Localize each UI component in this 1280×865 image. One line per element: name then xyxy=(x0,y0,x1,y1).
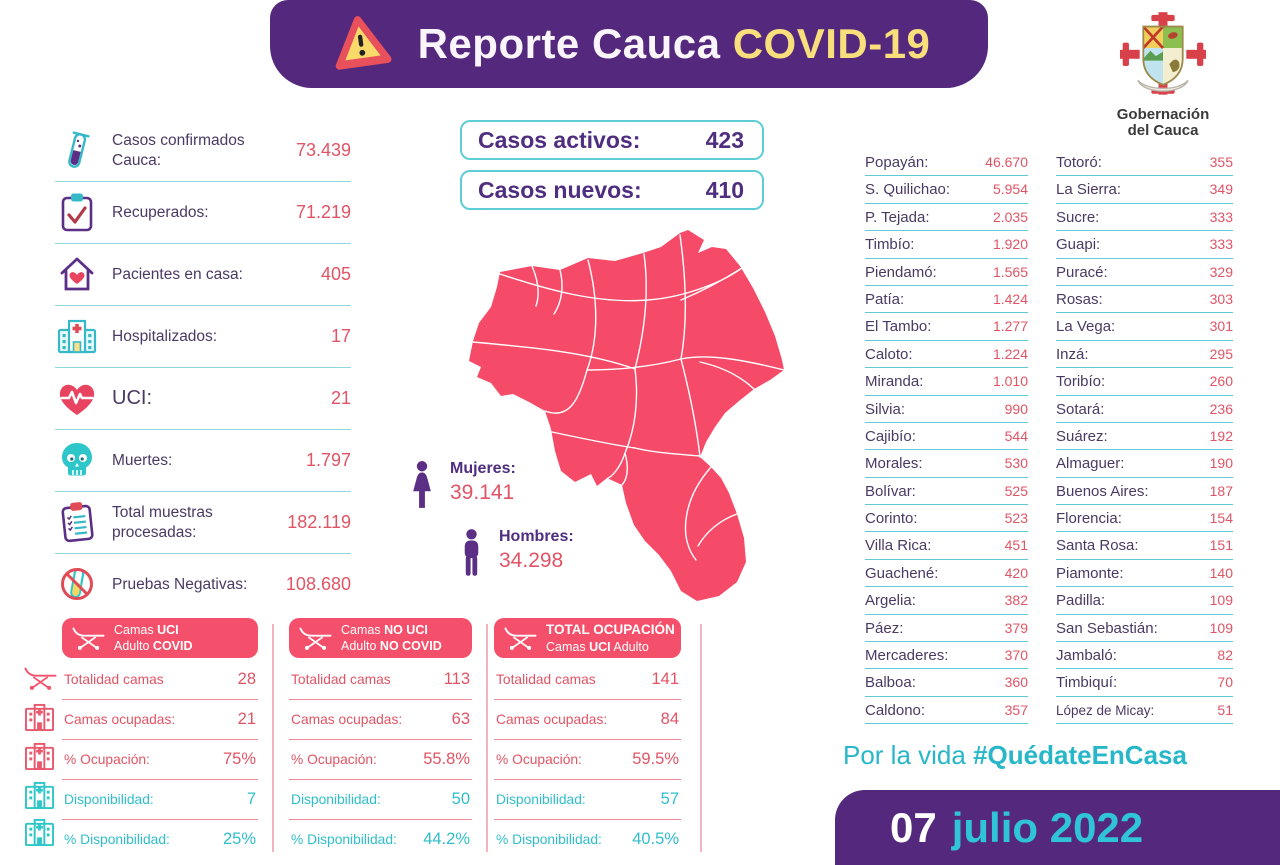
head-line1-bold: UCI xyxy=(157,622,179,637)
bed-row-label: Disponibilidad: xyxy=(64,792,154,807)
municipality-value: 260 xyxy=(1209,373,1233,390)
card-divider xyxy=(272,624,274,852)
bed-card-no-uci-no-covid xyxy=(289,618,472,859)
bed-row xyxy=(289,700,472,740)
municipality-row xyxy=(1056,313,1233,340)
head-line2-bold: COVID xyxy=(152,639,193,653)
male-label: Hombres: xyxy=(499,528,574,545)
municipality-value: 451 xyxy=(1004,537,1028,554)
municipality-row xyxy=(1056,341,1233,368)
municipality-row xyxy=(1056,615,1233,642)
municipality-value: 1.424 xyxy=(992,290,1028,307)
municipality-value: 82 xyxy=(1217,647,1233,664)
municipality-row xyxy=(1056,560,1233,587)
municipality-value: 295 xyxy=(1209,345,1233,362)
municipality-row xyxy=(865,505,1028,532)
logo-line1: Gobernación xyxy=(1116,106,1210,123)
bed-row xyxy=(494,740,681,780)
bed-row xyxy=(62,700,258,740)
municipality-name: Piendamó: xyxy=(865,263,937,281)
municipality-row xyxy=(865,204,1028,231)
hospital-red-icon xyxy=(24,742,57,776)
stat-label: Casos confirmados Cauca: xyxy=(112,132,245,169)
stat-value: 108.680 xyxy=(285,574,351,594)
municipality-row xyxy=(1056,532,1233,559)
municipality-row xyxy=(865,259,1028,286)
municipality-name: Suárez: xyxy=(1056,427,1108,445)
bed-row-label: % Ocupación: xyxy=(64,752,150,767)
municipality-name: S. Quilichao: xyxy=(865,181,951,199)
municipality-row xyxy=(1056,505,1233,532)
head-line1-pre: Camas xyxy=(114,622,158,637)
municipality-name: Puracé: xyxy=(1056,263,1108,281)
municipality-row xyxy=(865,313,1028,340)
municipality-value: 370 xyxy=(1004,647,1028,664)
municipality-value: 70 xyxy=(1217,674,1233,691)
logo-line2: del Cauca xyxy=(1127,122,1199,140)
municipality-name: Santa Rosa: xyxy=(1056,537,1139,555)
stat-label: UCI: xyxy=(112,387,152,409)
stat-value: 17 xyxy=(330,326,351,346)
head-line2-pre: Camas xyxy=(546,639,590,654)
municipality-name: Florencia: xyxy=(1056,510,1122,528)
municipality-value: 523 xyxy=(1004,510,1028,527)
municipality-value: 360 xyxy=(1004,674,1028,691)
head-line2-post: Adulto xyxy=(610,639,649,654)
municipality-name: La Vega: xyxy=(1056,318,1116,336)
stats-panel xyxy=(55,120,351,615)
municipality-row xyxy=(1056,423,1233,450)
municipality-name: Inzá: xyxy=(1056,345,1089,363)
municipality-row xyxy=(1056,204,1233,231)
bed-row xyxy=(62,740,258,780)
municipality-value: 544 xyxy=(1004,427,1028,444)
stat-value: 405 xyxy=(320,264,351,284)
stat-row-samples xyxy=(55,492,351,554)
bed-card-rows xyxy=(62,660,258,859)
municipality-value: 151 xyxy=(1209,537,1233,554)
municipality-row xyxy=(1056,697,1233,724)
municipality-value: 355 xyxy=(1209,154,1233,170)
bed-card-uci-covid xyxy=(62,618,258,859)
head-line2-bold: UCI xyxy=(589,639,611,654)
municipality-value: 1.920 xyxy=(992,236,1028,253)
municipality-value: 192 xyxy=(1209,427,1233,444)
stat-label: Muertes: xyxy=(112,451,173,469)
head-line2-bold: NO COVID xyxy=(379,639,442,653)
bed-card-title xyxy=(341,622,442,655)
bed-row xyxy=(289,780,472,820)
stretcher-icon xyxy=(72,626,105,651)
bed-row-label: Disponibilidad: xyxy=(291,792,381,807)
municipality-row xyxy=(865,615,1028,642)
warning-triangle-icon xyxy=(324,10,398,79)
municipality-name: Sucre: xyxy=(1056,208,1100,226)
municipality-value: 190 xyxy=(1209,455,1233,472)
municipality-name: Totoró: xyxy=(1056,154,1102,171)
date-month-year: julio 2022 xyxy=(951,803,1144,851)
stat-row-home-patients xyxy=(55,244,351,306)
municipality-name: Caloto: xyxy=(865,345,913,363)
logo-text xyxy=(1086,107,1240,139)
municipality-row xyxy=(1056,286,1233,313)
active-cases-label: Casos activos: xyxy=(478,126,641,153)
female-value: 39.141 xyxy=(450,481,515,504)
municipality-name: Villa Rica: xyxy=(865,537,932,555)
municipality-value: 333 xyxy=(1209,208,1233,225)
municipality-row xyxy=(1056,176,1233,203)
municipality-name: Patía: xyxy=(865,290,905,308)
new-cases-label: Casos nuevos: xyxy=(478,176,642,203)
stat-label: Hospitalizados: xyxy=(112,327,218,345)
municipality-name: Balboa: xyxy=(865,674,916,692)
municipality-name: Piamonte: xyxy=(1056,564,1124,582)
municipality-name: Guachené: xyxy=(865,564,939,582)
municipality-row xyxy=(865,697,1028,724)
municipality-name: Toribío: xyxy=(1056,373,1106,391)
municipality-row xyxy=(1056,149,1233,176)
bed-row xyxy=(62,820,258,859)
municipality-name: Páez: xyxy=(865,619,904,637)
hospital-red-icon xyxy=(24,703,57,737)
municipality-row xyxy=(1056,396,1233,423)
municipality-value: 349 xyxy=(1209,181,1233,198)
municipality-table-col2 xyxy=(1056,149,1233,724)
bed-row-value: 40.5% xyxy=(632,830,679,848)
municipality-row xyxy=(865,368,1028,395)
female-label: Mujeres: xyxy=(450,460,516,477)
municipality-name: Almaguer: xyxy=(1056,455,1125,473)
municipality-value: 5.954 xyxy=(992,181,1028,198)
bed-row-value: 75% xyxy=(222,750,256,768)
municipality-name: Jambaló: xyxy=(1056,647,1117,665)
message-pre: Por la vida xyxy=(843,740,974,770)
municipality-row xyxy=(865,478,1028,505)
municipality-row xyxy=(865,560,1028,587)
municipality-value: 420 xyxy=(1004,564,1028,581)
municipality-row xyxy=(1056,450,1233,477)
stat-label: Pruebas Negativas: xyxy=(112,575,248,593)
bed-row-label: Disponibilidad: xyxy=(496,792,586,807)
municipality-row xyxy=(865,669,1028,696)
stat-value: 71.219 xyxy=(295,202,351,222)
date-banner xyxy=(835,790,1280,865)
bed-row xyxy=(289,740,472,780)
municipality-value: 154 xyxy=(1209,510,1233,527)
municipality-name: Timbío: xyxy=(865,236,915,254)
clipboard-check-icon xyxy=(55,191,99,235)
bed-row xyxy=(62,660,258,700)
municipality-row xyxy=(865,396,1028,423)
bed-row xyxy=(494,820,681,859)
municipality-name: Buenos Aires: xyxy=(1056,482,1149,500)
municipality-name: Popayán: xyxy=(865,154,929,171)
municipality-name: Cajibío: xyxy=(865,427,916,445)
bed-row-value: 55.8% xyxy=(423,750,470,768)
municipality-value: 990 xyxy=(1004,400,1028,417)
stat-value: 1.797 xyxy=(305,450,351,470)
municipality-value: 357 xyxy=(1004,701,1028,718)
municipality-value: 2.035 xyxy=(992,208,1028,225)
stat-label: Recuperados: xyxy=(112,203,209,221)
municipality-name: López de Micay: xyxy=(1056,702,1155,718)
head-line2-pre: Adulto xyxy=(341,639,380,653)
municipality-name: Caldono: xyxy=(865,701,926,719)
bed-row-label: % Ocupación: xyxy=(496,752,582,767)
head-line1-pre: Camas xyxy=(341,622,385,637)
municipality-value: 382 xyxy=(1004,592,1028,609)
municipality-row xyxy=(865,587,1028,614)
municipality-row xyxy=(1056,669,1233,696)
municipality-name: La Sierra: xyxy=(1056,181,1122,199)
municipality-name: Morales: xyxy=(865,455,923,473)
municipality-name: Corinto: xyxy=(865,510,918,528)
bed-card-header xyxy=(289,618,472,658)
bed-row-value: 59.5% xyxy=(632,750,679,768)
stat-row-hospitalized xyxy=(55,306,351,368)
bed-row xyxy=(494,660,681,700)
hospital-teal-icon xyxy=(24,818,57,852)
municipality-value: 379 xyxy=(1004,619,1028,636)
municipality-value: 525 xyxy=(1004,482,1028,499)
bed-row xyxy=(289,660,472,700)
municipality-table-col1 xyxy=(865,149,1028,724)
bed-card-rows xyxy=(494,660,681,859)
bed-card-rows xyxy=(289,660,472,859)
male-stat xyxy=(458,528,574,580)
bed-row-value: 25% xyxy=(222,830,256,848)
municipality-value: 51 xyxy=(1217,701,1233,718)
bed-row-label: % Disponibilidad: xyxy=(291,832,397,847)
stat-row-deaths xyxy=(55,430,351,492)
date-day: 07 xyxy=(890,803,937,851)
bed-row xyxy=(494,780,681,820)
bed-row-label: % Ocupación: xyxy=(291,752,377,767)
municipality-name: Rosas: xyxy=(1056,290,1103,308)
stat-label: Pacientes en casa: xyxy=(112,265,243,283)
municipality-name: El Tambo: xyxy=(865,318,932,336)
hashtag: #QuédateEnCasa xyxy=(973,740,1187,770)
municipality-value: 329 xyxy=(1209,263,1233,280)
clipboard-list-icon xyxy=(55,501,99,545)
head-line2-pre: Adulto xyxy=(114,639,153,653)
municipality-value: 46.670 xyxy=(985,154,1028,170)
bed-card-header xyxy=(494,618,681,658)
skull-icon xyxy=(55,439,99,483)
stat-value: 182.119 xyxy=(287,512,351,532)
stretcher-icon xyxy=(504,626,537,651)
stat-row-icu xyxy=(55,368,351,430)
heart-pulse-icon xyxy=(55,377,99,421)
bed-card-total-uci xyxy=(494,618,681,859)
stat-row-negative-tests xyxy=(55,554,351,615)
municipality-name: San Sebastián: xyxy=(1056,619,1158,637)
bed-card-title xyxy=(546,621,675,655)
hospital-teal-icon xyxy=(24,781,57,815)
municipality-row xyxy=(865,341,1028,368)
head-line1-bold: NO UCI xyxy=(384,622,428,637)
municipality-value: 1.565 xyxy=(992,263,1028,280)
municipality-row xyxy=(1056,587,1233,614)
stat-row-recovered xyxy=(55,182,351,244)
municipality-row xyxy=(865,176,1028,203)
bed-row-value: 57 xyxy=(660,790,679,808)
municipality-name: P. Tejada: xyxy=(865,208,930,226)
test-tube-icon xyxy=(55,129,99,173)
female-stat xyxy=(408,460,516,510)
new-cases-box xyxy=(460,170,764,210)
active-cases-value: 423 xyxy=(705,126,744,153)
bed-row-label: Camas ocupadas: xyxy=(496,712,608,727)
municipality-name: Argelia: xyxy=(865,592,916,610)
municipality-value: 109 xyxy=(1209,592,1233,609)
municipality-value: 236 xyxy=(1209,400,1233,417)
title-accent: COVID-19 xyxy=(732,20,931,67)
bed-row-value: 44.2% xyxy=(423,830,470,848)
municipality-value: 1.010 xyxy=(992,373,1028,390)
stretcher-icon xyxy=(24,666,57,696)
female-icon xyxy=(408,460,436,510)
municipality-name: Guapi: xyxy=(1056,236,1101,254)
hospital-icon xyxy=(55,315,99,359)
bed-card-title xyxy=(114,622,193,655)
municipality-row xyxy=(1056,259,1233,286)
municipality-value: 333 xyxy=(1209,236,1233,253)
bed-row-value: 7 xyxy=(246,790,256,808)
header-banner xyxy=(270,0,988,88)
municipality-row xyxy=(865,149,1028,176)
bed-row-value: 21 xyxy=(237,710,256,728)
stat-value: 21 xyxy=(330,388,351,408)
card-divider xyxy=(486,624,488,852)
stay-home-message xyxy=(843,740,1187,771)
municipality-row xyxy=(865,532,1028,559)
municipality-value: 1.224 xyxy=(992,345,1028,362)
bed-card-header xyxy=(62,618,258,658)
stat-label: Total muestras procesadas: xyxy=(112,504,213,541)
bed-row xyxy=(289,820,472,859)
negative-test-icon xyxy=(55,563,99,607)
municipality-name: Padilla: xyxy=(1056,592,1106,610)
stat-value: 73.439 xyxy=(295,140,351,160)
page-title xyxy=(418,20,931,68)
municipality-row xyxy=(865,286,1028,313)
bed-row xyxy=(62,780,258,820)
bed-row-label: Camas ocupadas: xyxy=(291,712,403,727)
municipality-name: Mercaderes: xyxy=(865,647,949,665)
municipality-name: Miranda: xyxy=(865,373,924,391)
municipality-value: 530 xyxy=(1004,455,1028,472)
male-icon xyxy=(458,528,485,580)
bed-row-value: 141 xyxy=(651,670,679,688)
municipality-row xyxy=(1056,642,1233,669)
bed-row-value: 63 xyxy=(451,710,470,728)
municipality-row xyxy=(1056,368,1233,395)
municipality-row xyxy=(1056,231,1233,258)
stretcher-icon xyxy=(299,626,332,651)
bed-row-value: 50 xyxy=(451,790,470,808)
bed-row xyxy=(494,700,681,740)
municipality-row xyxy=(1056,478,1233,505)
government-logo xyxy=(1086,12,1240,139)
municipality-value: 1.277 xyxy=(992,318,1028,335)
bed-row-label: Camas ocupadas: xyxy=(64,712,176,727)
title-main: Reporte Cauca xyxy=(417,20,721,67)
bed-row-label: Totalidad camas xyxy=(496,672,596,687)
municipality-value: 140 xyxy=(1209,564,1233,581)
male-value: 34.298 xyxy=(499,549,564,572)
municipality-value: 303 xyxy=(1209,290,1233,307)
municipality-row xyxy=(865,450,1028,477)
municipality-value: 301 xyxy=(1209,318,1233,335)
card-divider xyxy=(700,624,702,852)
municipality-row xyxy=(865,423,1028,450)
municipality-name: Bolívar: xyxy=(865,482,916,500)
municipality-name: Sotará: xyxy=(1056,400,1105,418)
municipality-row xyxy=(865,642,1028,669)
cauca-crest-icon xyxy=(1120,12,1206,102)
head-line1-bold: TOTAL OCUPACIÓN xyxy=(546,622,675,638)
active-cases-box xyxy=(460,120,764,160)
municipality-name: Silvia: xyxy=(865,400,906,418)
bed-row-value: 28 xyxy=(237,670,256,688)
municipality-value: 187 xyxy=(1209,482,1233,499)
bed-row-label: % Disponibilidad: xyxy=(64,832,170,847)
bed-row-label: % Disponibilidad: xyxy=(496,832,602,847)
stat-row-confirmed xyxy=(55,120,351,182)
municipality-value: 109 xyxy=(1209,619,1233,636)
bed-row-value: 84 xyxy=(660,710,679,728)
bed-row-label: Totalidad camas xyxy=(291,672,391,687)
bed-row-label: Totalidad camas xyxy=(64,672,164,687)
municipality-name: Timbiquí: xyxy=(1056,674,1118,692)
house-heart-icon xyxy=(55,253,99,297)
municipality-row xyxy=(865,231,1028,258)
bed-row-value: 113 xyxy=(443,670,470,688)
new-cases-value: 410 xyxy=(705,176,744,203)
